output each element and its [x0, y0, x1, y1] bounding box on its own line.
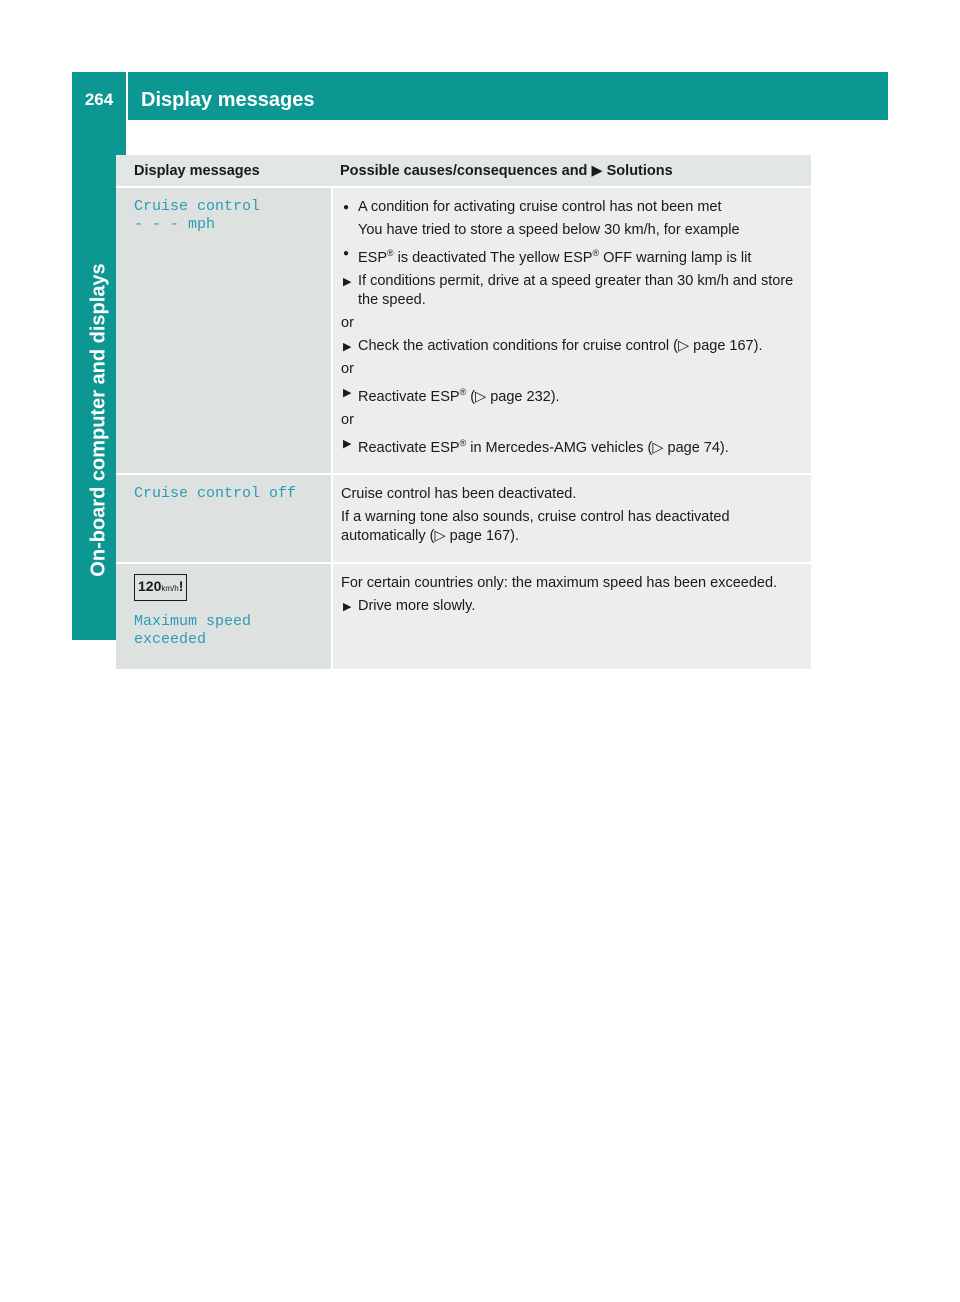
- arrow-icon: ▶: [343, 386, 352, 399]
- table-header-row: [116, 155, 811, 187]
- arrow-icon: ▶: [343, 275, 352, 288]
- list-item: You have tried to store a speed below 30 km/h, for example: [358, 222, 740, 238]
- col-header-causes: Possible causes/consequences and ▶ Solutions: [340, 163, 673, 179]
- display-message: - - - mph: [134, 216, 216, 233]
- description-text: If a warning tone also sounds, cruise control has deactivated automatically (▷ page 167).: [341, 509, 730, 545]
- solution-cell: [332, 474, 811, 563]
- speed-limit-icon: 120km/h!: [134, 574, 187, 601]
- display-message: Cruise control: [134, 198, 261, 215]
- or-text: or: [341, 360, 354, 377]
- solution-cell: [332, 563, 811, 669]
- list-item: ● A condition for activating cruise control has not been met: [343, 199, 722, 215]
- step-item: ▶ Drive more slowly.: [341, 597, 803, 616]
- arrow-icon: ▶: [343, 601, 352, 614]
- step-item: ▶ Reactivate ESP® (▷ page 232).: [341, 383, 803, 407]
- arrow-icon: ▶: [591, 163, 603, 179]
- description-text: For certain countries only: the maximum speed has been exceeded.: [341, 575, 778, 592]
- step-item: ▶ Check the activation conditions for cruise control (▷ page 167).: [341, 337, 803, 356]
- message-cell: [116, 474, 332, 563]
- table-row: [116, 563, 811, 669]
- page-title: Display messages: [141, 89, 315, 111]
- page-number: 264: [84, 90, 114, 109]
- step-item: ▶ Reactivate ESP® in Mercedes-AMG vehicles (▷ page 74).: [341, 434, 803, 458]
- or-text: or: [341, 314, 354, 331]
- table-row: [116, 474, 811, 563]
- side-tab-label: On-board computer and displays: [87, 263, 110, 577]
- solution-cell: [332, 187, 811, 474]
- or-text: or: [341, 411, 354, 428]
- message-cell: [116, 187, 332, 474]
- description-text: Cruise control has been deactivated.: [341, 486, 577, 503]
- display-message: Maximum speed exceeded: [134, 613, 252, 649]
- bullet-icon: ●: [343, 202, 350, 213]
- arrow-icon: ▶: [343, 437, 352, 450]
- step-item: ▶ If conditions permit, drive at a speed greater than 30 km/h and store the speed.: [343, 272, 794, 308]
- header-separator: [126, 72, 128, 120]
- display-message: Cruise control off: [134, 485, 297, 503]
- bullet-icon: ●: [343, 248, 350, 259]
- list-item: ● ESP® is deactivated The yellow ESP® OFF warning lamp is lit: [341, 244, 803, 268]
- table-row: [116, 187, 811, 474]
- arrow-icon: ▶: [343, 340, 352, 353]
- message-cell: [116, 563, 332, 669]
- display-messages-table: [116, 155, 811, 669]
- col-header-display-messages: Display messages: [134, 163, 260, 179]
